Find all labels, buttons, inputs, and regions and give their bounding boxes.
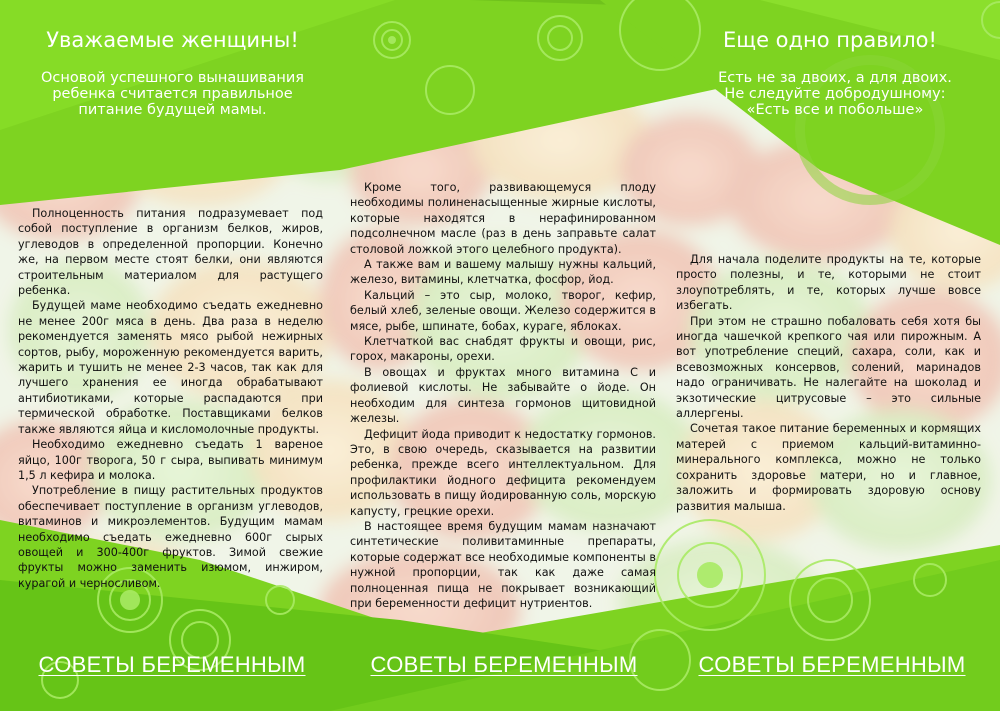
right-column-text xyxy=(676,252,981,514)
left-subtitle xyxy=(0,70,345,118)
right-title: Еще одно правило! xyxy=(723,28,937,52)
paragraph: Употребление в пищу растительных продуктов обеспечивает поступление в организм углеводов, витаминов и микроэлементов. Будущим мамам необходимо съедать ежедневно 600г сырых овощей и 300-400г фруктов. Зимой свежие фрукты можно заменить изюмом, инжиром, курагой и черносливом. xyxy=(18,484,323,590)
paragraph: Кальций – это сыр, молоко, творог, кефир, белый хлеб, зеленые овощи. Железо содержится в мясе, рыбе, шпинате, бобах, кураге, яблоках. xyxy=(350,288,656,333)
left-footer-heading: СОВЕТЫ БЕРЕМЕННЫМ xyxy=(38,652,306,677)
left-subtitle-line: питание будущей мамы. xyxy=(78,102,267,118)
paragraph: Для начала поделите продукты на те, которые просто полезны, и те, которыми не стоит злоупотреблять, и те, которых лучше вовсе избегать. xyxy=(676,253,981,313)
paragraph: Сочетая такое питание беременных и кормящих матерей с приемом кальций-витаминно-минерального комплекса, можно не только сохранить здоровье матери, но и главное, заложить и формировать здоровую основу развития малыша. xyxy=(676,422,981,513)
paragraph: При этом не страшно побаловать себя хотя бы иногда чашечкой крепкого чая или пирожным. А вот употребление специй, сахара, соли, как и всевозможных консервов, солений, маринадов надо ограничивать. Не налегайте на шоколад и экзотические цитрусовые – это сильные аллергены. xyxy=(676,314,981,421)
paragraph: Необходимо ежедневно съедать 1 вареное яйцо, 100г творога, 50 г сыра, выпивать минимум 1,5 л кефира и молока. xyxy=(18,438,323,482)
paragraph: Клетчаткой вас снабдят фрукты и овощи, рис, горох, макароны, орехи. xyxy=(350,335,656,364)
left-subtitle-line: Основой успешного вынашивания xyxy=(41,70,304,86)
paragraph: Кроме того, развивающемуся плоду необходимы полиненасыщенные жирные кислоты, которые находятся в нерафинированном подсолнечном масле (раз в день заправьте салат столовой ложкой этого целебного продукта). xyxy=(350,181,656,256)
paragraph: Будущей маме необходимо съедать ежедневно не менее 200г мяса в день. Два раза в неделю рекомендуется заменять мясо рыбой нежирных сортов, рыбу, мороженную рекомендуется варить, жарить и тушить не менее 2-3 часов, так как для лучшего хранения ее иногда обрабатывают антибиотиками, которые распадаются при термической обработке. Поставщиками белков также являются яйца и кисломолочные продукты. xyxy=(18,299,323,436)
left-column-text xyxy=(18,206,323,591)
middle-column-text xyxy=(350,180,656,611)
paragraph: В настоящее время будущим мамам назначают синтетические поливитаминные препараты, которые содержат все необходимые компоненты в нужной пропорции, так как даже самая полноценная пища не покрывает возникающий при беременности дефицит нутриентов. xyxy=(350,519,656,610)
right-subtitle-line: Есть не за двоих, а для двоих. xyxy=(718,70,952,86)
right-subtitle xyxy=(690,70,980,118)
right-subtitle-line: Не следуйте добродушному: xyxy=(724,86,946,102)
paragraph: Дефицит йода приводит к недостатку гормонов. Это, в свою очередь, сказывается на развитии ребенка, прежде всего интеллектуальном. Для профилактики йодного дефицита рекомендуем использовать в пищу йодированную соль, морскую капусту, грецкие орехи. xyxy=(350,427,656,518)
right-footer-heading: СОВЕТЫ БЕРЕМЕННЫМ xyxy=(698,652,966,677)
paragraph: А также вам и вашему малышу нужны кальций, железо, витамины, клетчатка, фосфор, йод. xyxy=(350,258,656,287)
right-subtitle-line: «Есть все и побольше» xyxy=(746,102,924,118)
left-title: Уважаемые женщины! xyxy=(46,28,299,52)
paragraph: Полноценность питания подразумевает под собой поступление в организм белков, жиров, углеводов в определенной пропорции. Конечно же, на первом месте стоят белки, они являются строительным материалом для растущего ребенка. xyxy=(18,207,323,298)
middle-footer-heading: СОВЕТЫ БЕРЕМЕННЫМ xyxy=(370,652,638,677)
left-subtitle-line: ребенка считается правильное xyxy=(52,86,293,102)
paragraph: В овощах и фруктах много витамина С и фолиевой кислоты. Не забывайте о йоде. Он необходим для синтеза гормонов щитовидной железы. xyxy=(350,365,656,426)
